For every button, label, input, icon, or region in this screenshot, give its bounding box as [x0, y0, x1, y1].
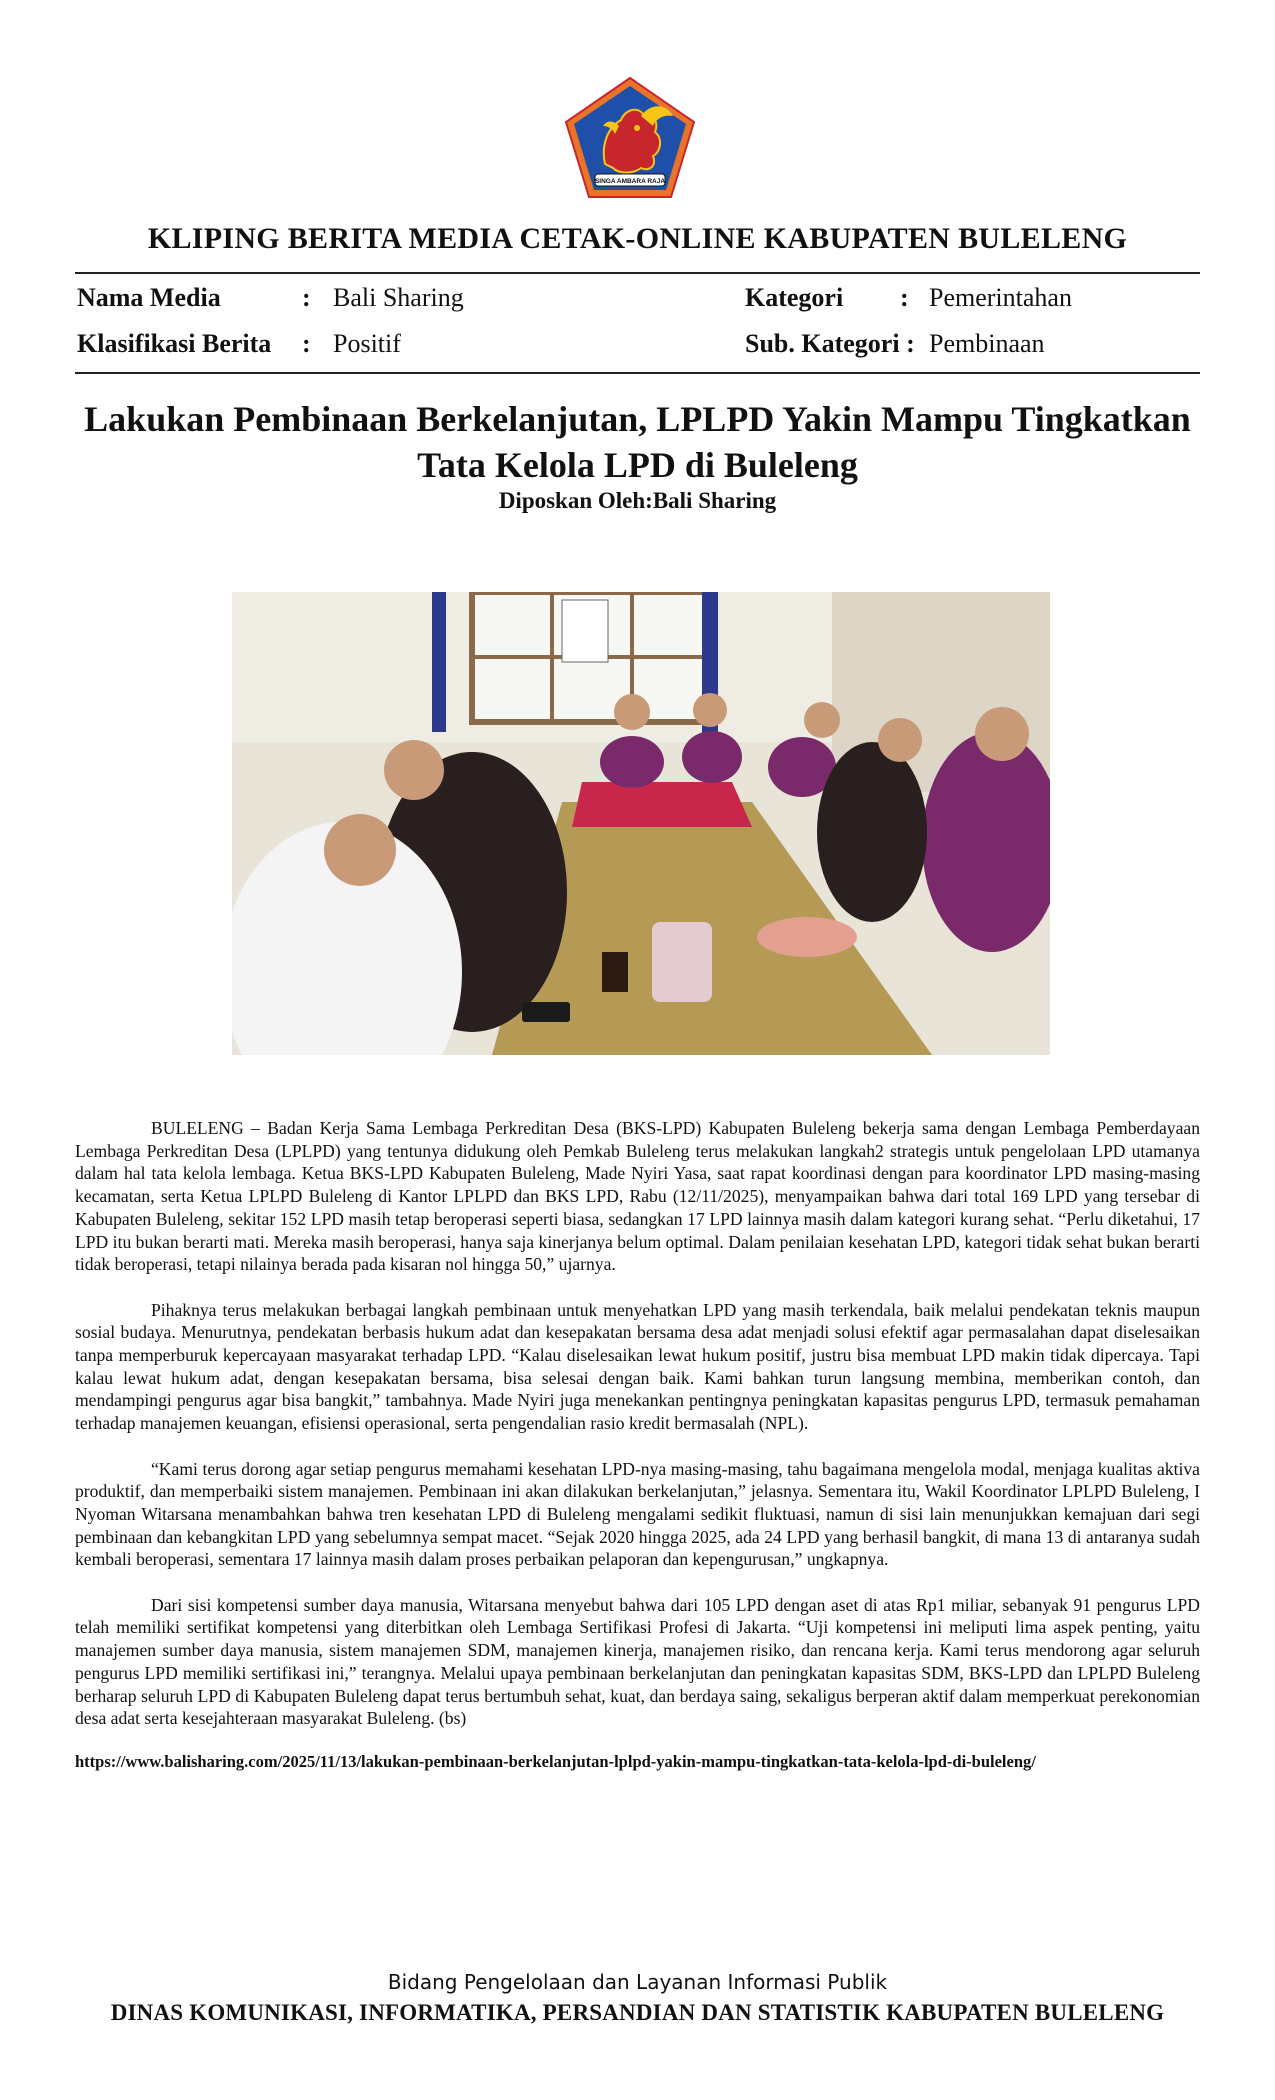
article-byline: Diposkan Oleh:Bali Sharing	[498, 488, 777, 513]
footer-department: Bidang Pengelolaan dan Layanan Informasi Publik	[387, 1970, 888, 1994]
article-paragraph: BULELENG – Badan Kerja Sama Lembaga Perkreditan Desa (BKS-LPD) Kabupaten Buleleng bekerja sama dengan Lembaga Pemberdayaan Lembaga Perkreditan Desa (LPLPD) yang tentunya didukung oleh Pemkab Buleleng terus melakukan langkah2 strategis untuk pengelolaan LPD utamanya dalam hal tata kelola lembaga. Ketua BKS-LPD Kabupaten Buleleng, Made Nyiri Yasa, saat rapat koordinasi dengan para koordinator LPD masing-masing kecamatan, serta Ketua LPLPD Buleleng di Kantor LPLPD dan BKS LPD, Rabu (12/11/2025), menyampaikan bahwa dari total 169 LPD yang tersebar di Kabupaten Buleleng, sekitar 152 LPD masih tetap beroperasi seperti biasa, sedangkan 17 LPD lainnya masih dalam kategori kurang sehat. “Perlu diketahui, 17 LPD itu bukan berarti mati. Mereka masih beroperasi, hanya saja kinerjanya belum optimal. Dalam penilaian kesehatan LPD, kategori tidak sehat bukan berarti tidak beroperasi, tetapi nilainya berada pada kisaran nol hingga 50,” ujarnya.	[75, 1118, 1200, 1275]
buleleng-emblem-logo	[563, 76, 697, 200]
kategori-value: Pemerintahan	[929, 283, 1072, 312]
sub-kategori-value: Pembinaan	[929, 329, 1045, 358]
header-divider-top	[75, 272, 1200, 274]
article-body	[75, 1117, 1200, 1753]
meta-colon: :	[900, 283, 909, 312]
nama-media-label: Nama Media	[77, 283, 221, 312]
logo-motto: SINGA AMBARA RAJA	[594, 178, 666, 185]
meta-colon: :	[302, 283, 311, 312]
media-meta-block	[0, 283, 1275, 363]
source-url: https://www.balisharing.com/2025/11/13/lakukan-pembinaan-berkelanjutan-lplpd-yakin-mampu-tingkatkan-tata-kelola-lpd-di-buleleng/	[75, 1752, 1036, 1771]
clipping-header-title: KLIPING BERITA MEDIA CETAK-ONLINE KABUPATEN BULELENG	[147, 222, 1128, 255]
sub-kategori-label: Sub. Kategori :	[745, 329, 915, 358]
article-title: Lakukan Pembinaan Berkelanjutan, LPLPD Yakin Mampu Tingkatkan Tata Kelola LPD di Buleleng	[84, 399, 1191, 485]
article-paragraph: “Kami terus dorong agar setiap pengurus memahami kesehatan LPD-nya masing-masing, tahu bagaimana mengelola modal, menjaga kualitas aktiva produktif, dan memperbaiki sistem manajemen. Pembinaan ini akan dilakukan berkelanjutan,” jelasnya. Sementara itu, Wakil Koordinator LPLPD Buleleng, I Nyoman Witarsana menambahkan bahwa tren kesehatan LPD di Buleleng mengalami sedikit fluktuasi, namun di sisi lain menunjukkan kemajuan dari segi pembinaan dan kebangkitan LPD yang sebelumnya sempat macet. “Sejak 2020 hingga 2025, ada 24 LPD yang berhasil bangkit, di mana 13 di antaranya sudah kembali beroperasi, sementara 17 lainnya masih dalam proses perbaikan pelaporan dan kepengurusan,” ungkapnya.	[75, 1458, 1200, 1570]
header-divider-bottom	[75, 372, 1200, 374]
meeting-photo	[232, 592, 1050, 1055]
footer-agency: DINAS KOMUNIKASI, INFORMATIKA, PERSANDIAN DAN STATISTIK KABUPATEN BULELENG	[110, 2000, 1165, 2025]
klasifikasi-label: Klasifikasi Berita	[77, 329, 272, 358]
meta-colon: :	[302, 329, 311, 358]
article-paragraph: Pihaknya terus melakukan berbagai langkah pembinaan untuk menyehatkan LPD yang masih terkendala, baik melalui pendekatan teknis maupun sosial budaya. Menurutnya, pendekatan berbasis hukum adat dan kesepakatan bersama desa adat menjadi solusi efektif agar permasalahan dapat diselesaikan tanpa memperburuk kepercayaan masyarakat terhadap LPD. “Kalau diselesaikan lewat hukum positif, justru bisa membuat LPD makin tidak dipercaya. Tapi kalau lewat hukum adat, dengan kesepakatan bersama, bisa selesai dengan baik. Kami bahkan turun langsung membina, memberikan contoh, dan mendampingi pengurus agar bisa bangkit,” tambahnya. Made Nyiri juga menekankan pentingnya peningkatan kapasitas pengurus LPD, termasuk pemahaman terhadap manajemen keuangan, efisiensi operasional, serta pengendalian rasio kredit bermasalah (NPL).	[75, 1299, 1200, 1434]
nama-media-value: Bali Sharing	[333, 283, 464, 312]
klasifikasi-value: Positif	[333, 329, 401, 358]
kategori-label: Kategori	[745, 283, 844, 312]
article-paragraph: Dari sisi kompetensi sumber daya manusia, Witarsana menyebut bahwa dari 105 LPD dengan aset di atas Rp1 miliar, sebanyak 91 pengurus LPD telah memiliki sertifikat kompetensi yang diterbitkan oleh Lembaga Sertifikasi Profesi di Jakarta. “Uji kompetensi ini meliputi lima aspek penting, yaitu manajemen sumber daya manusia, sistem manajemen SDM, manajemen kinerja, manajemen risiko, dan rencana kerja. Kami terus mendorong agar seluruh pengurus LPD memiliki sertifikasi ini,” terangnya. Melalui upaya pembinaan berkelanjutan dan peningkatan kapasitas SDM, BKS-LPD dan LPLPD Buleleng berharap seluruh LPD di Kabupaten Buleleng dapat terus bertumbuh sehat, kuat, dan berdaya saing, sekaligus berperan aktif dalam memperkuat perekonomian desa adat serta kesejahteraan masyarakat Buleleng. (bs)	[75, 1594, 1200, 1729]
